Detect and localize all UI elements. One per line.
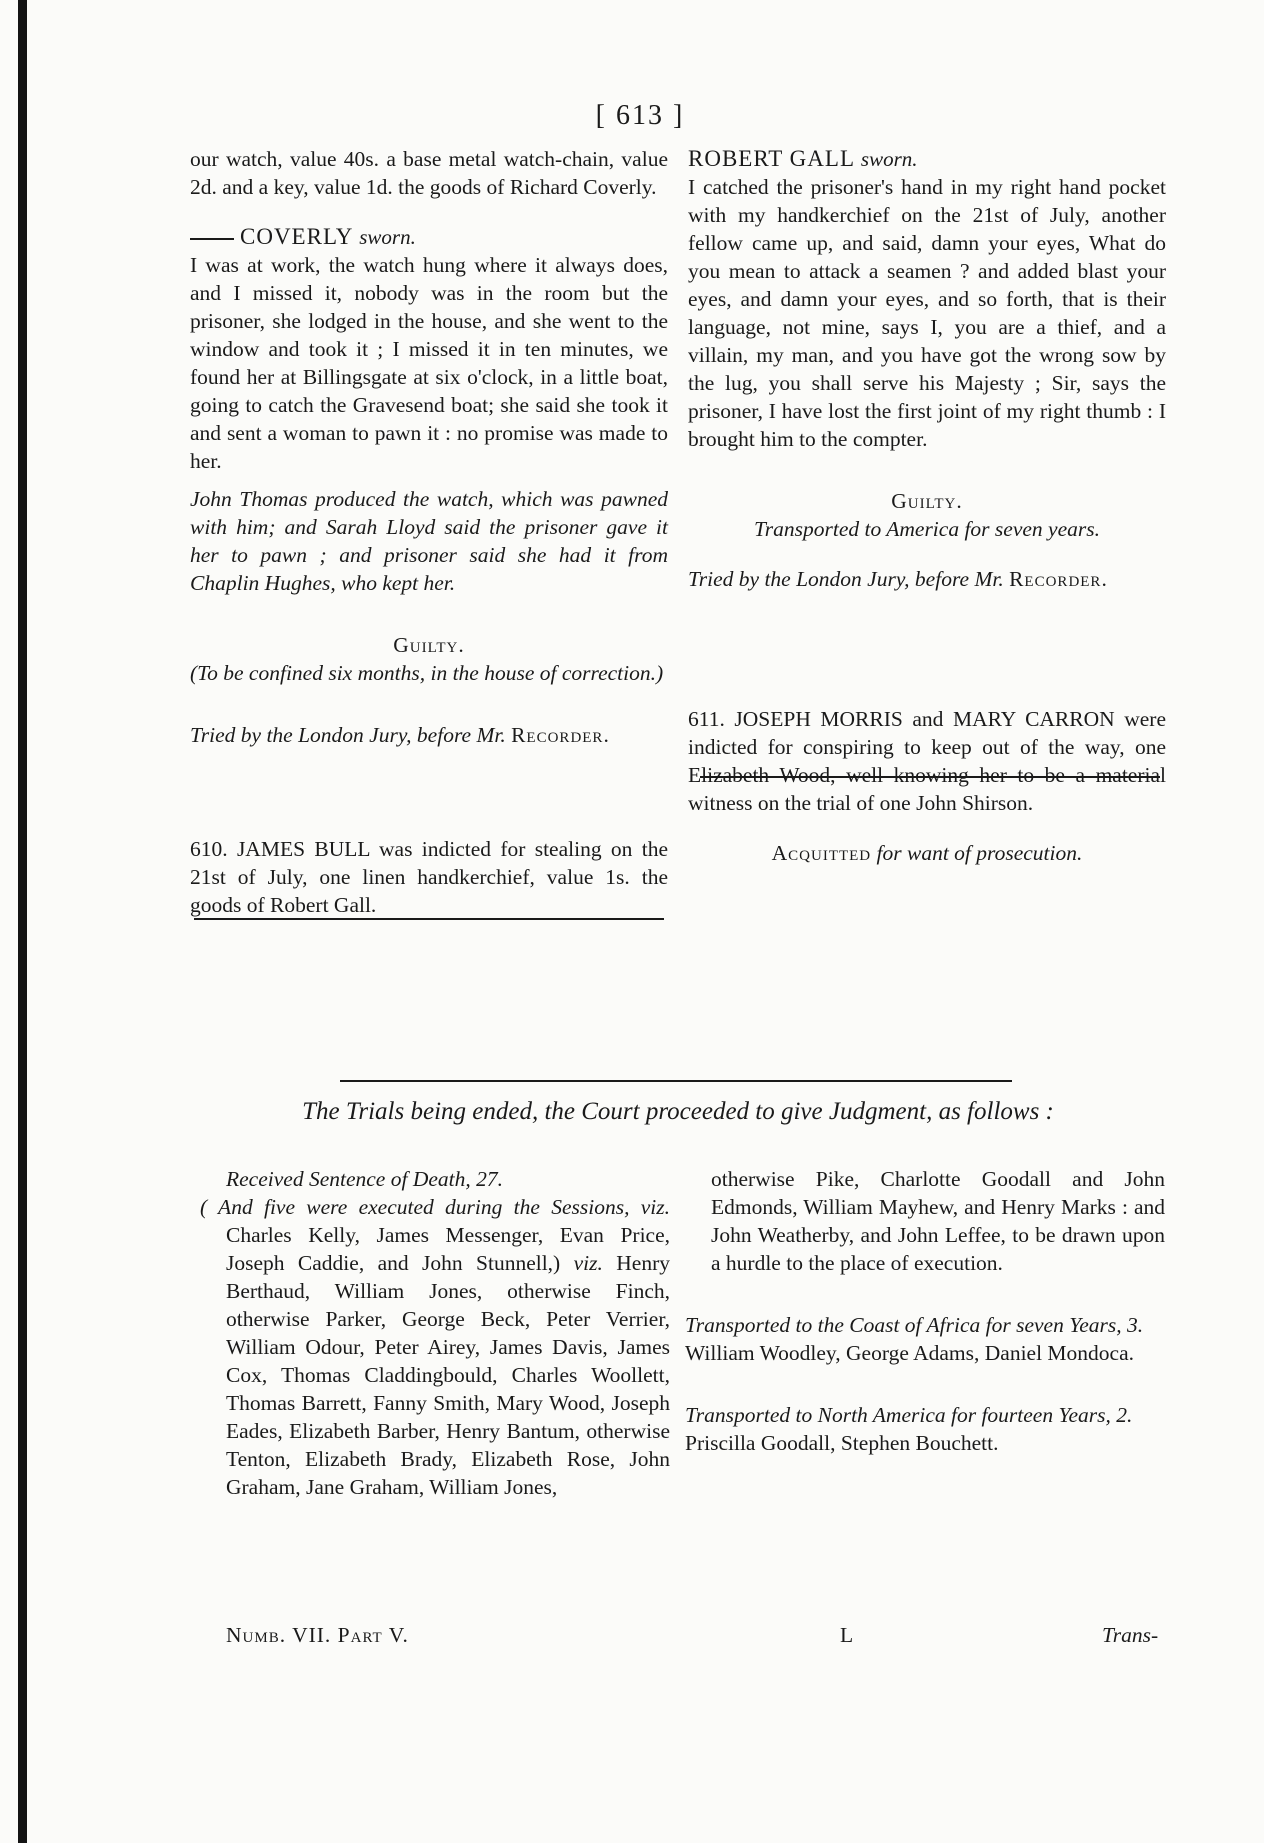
acquitted-word: Acquitted (771, 841, 872, 865)
page-number: [ 613 ] (595, 100, 685, 131)
north-america-names: Priscilla Goodall, Stephen Bouchett. (685, 1431, 999, 1455)
left-sentence: (To be confined six months, in the house of correction.) (190, 661, 664, 685)
gall-heading (688, 145, 1166, 173)
left-column (190, 145, 668, 919)
death-names: Henry Berthaud, William Jones, otherwise Finch, otherwise Parker, George Beck, Peter Verrier, William Odour, Peter Airey, James Davis, James Cox, Thomas Claddingbould, Charles Woollett, Thomas Barrett, Fanny Smith, Mary Wood, Joseph Eades, Elizabeth Barber, Henry Bantum, otherwise Tenton, Elizabeth Brady, Elizabeth Rose, John Graham, Jane Graham, William Jones, (226, 1251, 670, 1499)
footer-number: Numb. VII. Part V. (226, 1623, 409, 1647)
sentences-left (200, 1165, 670, 1501)
left-tried (190, 721, 668, 749)
death-viz-lead: viz. (640, 1195, 671, 1219)
africa-names: William Woodley, George Adams, Daniel Mondoca. (685, 1341, 1135, 1365)
heading-dash (190, 238, 234, 240)
death-names-cont: otherwise Pike, Charlotte Goodall and John Edmonds, William Mayhew, and Henry Marks : and John Weatherby, and John Leffee, to be drawn upon a hurdle to the place of execution. (711, 1167, 1165, 1275)
section-rule (340, 1080, 1012, 1082)
right-paragraph-1: I catched the prisoner's hand in my right hand pocket with my handkerchief on the 21st of July, another fellow came up, and said, damn your eyes, What do you mean to attack a seamen ? and added blast your eyes, and damn your eyes, and so forth, that is their language, not mine, says I, you are a thief, and a villain, my man, and you have got the wrong sow by the lug, you shall serve his Majesty ; Sir, says the prisoner, I have lost the first joint of my right thumb : I brought him to the compter. (688, 175, 1166, 451)
left-rule (194, 918, 664, 920)
left-paragraph-1: our watch, value 40s. a base metal watch-chain, value 2d. and a key, value 1d. the goods of Richard Coverly. (190, 147, 668, 199)
footer-signature: L (840, 1623, 854, 1647)
right-sentence: Transported to America for seven years. (754, 517, 1100, 541)
right-tried (688, 565, 1166, 593)
coverly-sworn: sworn. (359, 225, 416, 249)
right-rule (700, 776, 1160, 778)
death-paren: ( And five were executed during the Sessions, (200, 1195, 630, 1219)
left-paragraph-4: 610. JAMES BULL was indicted for stealing on the 21st of July, one linen handkerchief, value 1s. the goods of Robert Gall. (190, 837, 668, 917)
left-paragraph-2: I was at work, the watch hung where it always does, and I missed it, nobody was in the room but the prisoner, she lodged in the house, and she went to the window and took it ; I missed it in ten minutes, we found her at Billingsgate at six o'clock, in a little boat, going to catch the Gravesend boat; she said she took it and sent a woman to pawn it : no promise was made to her. (190, 253, 668, 473)
north-america-heading: Transported to North America for fourteen Years, 2. (685, 1403, 1133, 1427)
right-paragraph-2: 611. JOSEPH MORRIS and MARY CARRON were indicted for conspiring to keep out of the way, one Elizabeth Wood, well knowing her to be a material witness on the trial of one John Shirson. (688, 707, 1166, 815)
africa-heading: Transported to the Coast of Africa for seven Years, 3. (685, 1313, 1144, 1337)
right-tried-prefix: Tried by the London Jury, before Mr. (688, 567, 1004, 591)
judgment-title: The Trials being ended, the Court proceeded to give Judgment, as follows : (302, 1098, 1054, 1125)
left-paragraph-3: John Thomas produced the watch, which was pawned with him; and Sarah Lloyd said the prisoner gave it her to pawn ; and prisoner said she had it from Chaplin Hughes, who kept her. (190, 487, 668, 595)
left-tried-prefix: Tried by the London Jury, before Mr. (190, 723, 506, 747)
gall-name: ROBERT GALL (688, 146, 855, 171)
death-heading: Received Sentence of Death, 27. (226, 1167, 503, 1191)
coverly-heading (190, 223, 668, 251)
right-acquitted (688, 839, 1166, 867)
coverly-name: COVERLY (240, 224, 353, 249)
binding-edge (18, 0, 27, 1843)
right-column (688, 145, 1166, 867)
death-viz2: viz. (573, 1251, 603, 1275)
right-verdict: Guilty. (891, 489, 963, 513)
death-list (200, 1193, 670, 1501)
left-verdict: Guilty. (393, 633, 465, 657)
footer-catchword: Trans- (1102, 1623, 1159, 1647)
death-executed-names: Charles Kelly, James Messenger, Evan Price, Joseph Caddie, and John Stunnell,) (226, 1223, 670, 1275)
sentences-right (685, 1165, 1165, 1457)
left-tried-suffix: Recorder. (511, 723, 610, 747)
acquitted-rest: for want of prosecution. (876, 841, 1083, 865)
right-tried-suffix: Recorder. (1009, 567, 1108, 591)
gall-sworn: sworn. (860, 147, 918, 171)
